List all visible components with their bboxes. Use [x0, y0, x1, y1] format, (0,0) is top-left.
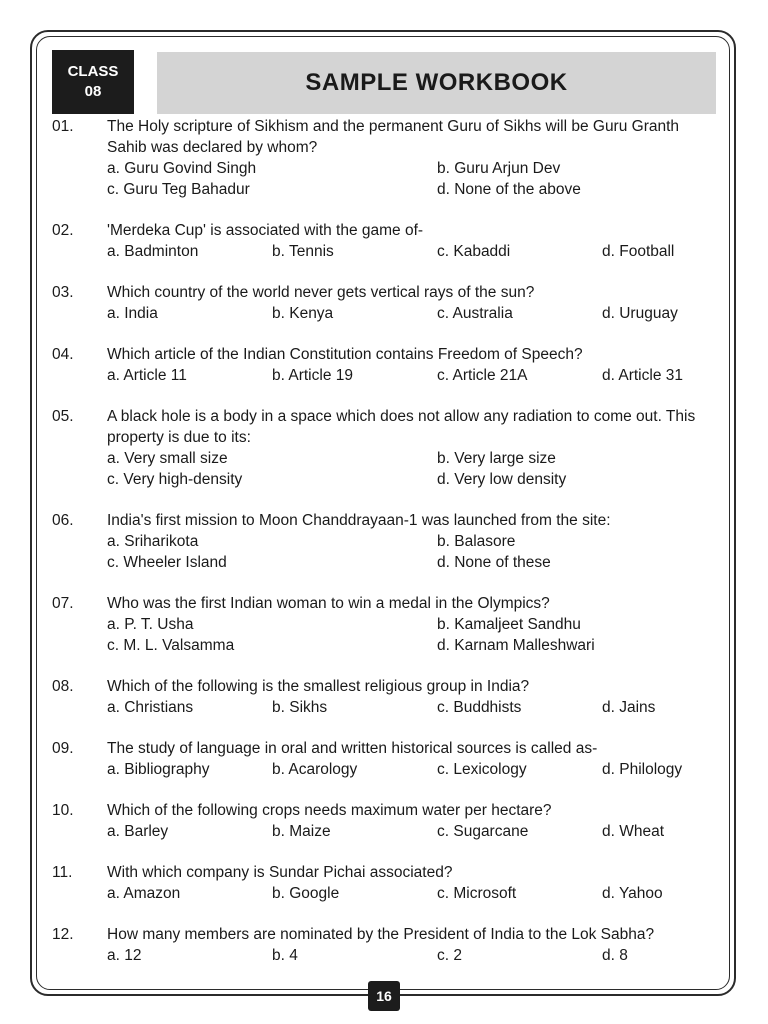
option-d: d. Yahoo — [602, 885, 663, 902]
question-item — [52, 116, 722, 200]
question-number: 04. — [52, 346, 74, 363]
question-text: The Holy scripture of Sikhism and the permanent Guru of Sikhs will be Guru Granth Sahib was declared by whom? — [107, 118, 680, 156]
question-text: Which country of the world never gets vertical rays of the sun? — [107, 284, 535, 301]
option-d: d. Article 31 — [602, 367, 683, 384]
question-text: 'Merdeka Cup' is associated with the game of- — [107, 222, 424, 239]
question-number: 08. — [52, 678, 74, 695]
option-a: a. Christians — [107, 699, 194, 716]
option-c: c. Buddhists — [437, 699, 522, 716]
option-d: d. Wheat — [602, 823, 665, 840]
option-b: b. Maize — [272, 823, 331, 840]
option-a: a. Barley — [107, 823, 169, 840]
question-number: 12. — [52, 926, 74, 943]
question-number: 02. — [52, 222, 74, 239]
option-b: b. Guru Arjun Dev — [437, 160, 561, 177]
option-d: d. Karnam Malleshwari — [437, 637, 595, 654]
question-number: 10. — [52, 802, 74, 819]
option-a: a. P. T. Usha — [107, 616, 194, 633]
option-d: d. None of these — [437, 554, 551, 571]
option-d: d. Football — [602, 243, 675, 260]
question-item — [52, 593, 722, 656]
option-c: c. Australia — [437, 305, 513, 322]
option-a: a. Guru Govind Singh — [107, 160, 257, 177]
option-d: d. 8 — [602, 947, 628, 964]
class-label: CLASS — [67, 63, 119, 80]
question-item — [52, 738, 722, 780]
question-item — [52, 862, 722, 904]
question-text: A black hole is a body in a space which does not allow any radiation to come out. This property is due to its: — [107, 408, 696, 446]
option-a: a. Very small size — [107, 450, 228, 467]
option-b: b. Acarology — [272, 761, 358, 778]
option-c: c. Article 21A — [437, 367, 528, 384]
question-item — [52, 924, 722, 966]
option-c: c. Lexicology — [437, 761, 527, 778]
question-text: The study of language in oral and written historical sources is called as- — [107, 740, 598, 757]
page-title: SAMPLE WORKBOOK — [305, 69, 568, 96]
question-number: 06. — [52, 512, 74, 529]
option-b: b. Tennis — [272, 243, 334, 260]
option-a: a. Badminton — [107, 243, 199, 260]
option-a: a. Amazon — [107, 885, 181, 902]
option-b: b. Google — [272, 885, 340, 902]
option-c: c. M. L. Valsamma — [107, 637, 235, 654]
option-a: a. Bibliography — [107, 761, 210, 778]
question-number: 03. — [52, 284, 74, 301]
option-c: c. Wheeler Island — [107, 554, 227, 571]
option-d: d. Very low density — [437, 471, 567, 488]
option-c: c. Guru Teg Bahadur — [107, 181, 250, 198]
option-a: a. 12 — [107, 947, 142, 964]
question-item — [52, 510, 722, 573]
class-number: 08 — [84, 83, 102, 100]
option-a: a. India — [107, 305, 158, 322]
question-number: 09. — [52, 740, 74, 757]
option-c: c. Microsoft — [437, 885, 517, 902]
option-a: a. Article 11 — [107, 367, 187, 384]
option-b: b. Balasore — [437, 533, 516, 550]
option-c: c. 2 — [437, 947, 462, 964]
question-list — [52, 116, 722, 986]
option-d: d. None of the above — [437, 181, 581, 198]
question-text: Which of the following crops needs maximum water per hectare? — [107, 802, 552, 819]
question-item — [52, 282, 722, 324]
question-item — [52, 344, 722, 386]
class-badge — [52, 50, 134, 114]
option-b: b. Kenya — [272, 305, 334, 322]
option-b: b. Kamaljeet Sandhu — [437, 616, 581, 633]
option-d: d. Philology — [602, 761, 683, 778]
option-b: b. Sikhs — [272, 699, 328, 716]
option-c: c. Sugarcane — [437, 823, 529, 840]
option-d: d. Jains — [602, 699, 656, 716]
question-item — [52, 800, 722, 842]
option-c: c. Kabaddi — [437, 243, 511, 260]
question-item — [52, 676, 722, 718]
question-number: 01. — [52, 118, 74, 135]
option-d: d. Uruguay — [602, 305, 678, 322]
title-bar — [157, 52, 716, 114]
question-text: With which company is Sundar Pichai associated? — [107, 864, 453, 881]
option-b: b. Article 19 — [272, 367, 353, 384]
question-text: Who was the first Indian woman to win a medal in the Olympics? — [107, 595, 550, 612]
question-item — [52, 406, 722, 490]
question-text: India's first mission to Moon Chanddrayaan-1 was launched from the site: — [107, 512, 611, 529]
question-text: How many members are nominated by the President of India to the Lok Sabha? — [107, 926, 655, 943]
page-number: 16 — [368, 981, 400, 1011]
question-item — [52, 220, 722, 262]
option-a: a. Sriharikota — [107, 533, 199, 550]
question-number: 07. — [52, 595, 74, 612]
option-b: b. 4 — [272, 947, 298, 964]
option-c: c. Very high-density — [107, 471, 243, 488]
question-number: 05. — [52, 408, 74, 425]
option-b: b. Very large size — [437, 450, 556, 467]
question-text: Which article of the Indian Constitution contains Freedom of Speech? — [107, 346, 583, 363]
question-text: Which of the following is the smallest religious group in India? — [107, 678, 530, 695]
question-number: 11. — [52, 864, 73, 881]
